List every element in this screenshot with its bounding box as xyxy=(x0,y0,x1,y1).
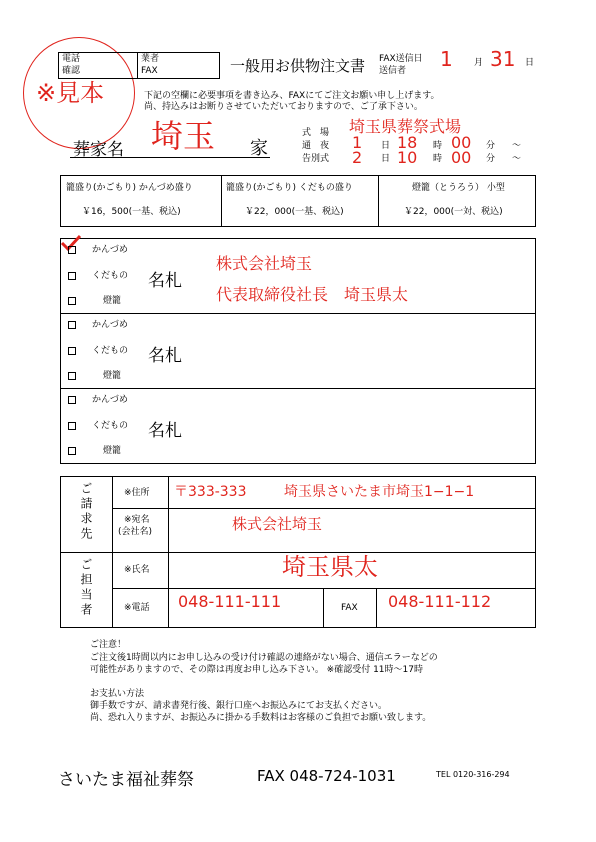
wake-hour-unit: 時 xyxy=(433,141,443,151)
footer-tel: TEL 0120-316-294 xyxy=(436,770,510,779)
order-1-lantern-checkbox[interactable] xyxy=(68,297,76,305)
order-2-nameplate-label: 名札 xyxy=(148,346,182,366)
order-2-lantern-checkbox[interactable] xyxy=(68,372,76,380)
contact-name: 埼玉県太 xyxy=(282,553,378,581)
funeral-minute-unit: 分 xyxy=(486,154,496,164)
wake-tilde: ～ xyxy=(512,141,522,151)
order-1-canned-checkbox[interactable] xyxy=(68,246,76,254)
contact-phone: 048-111-111 xyxy=(178,592,282,611)
month-value: 1 xyxy=(440,47,453,71)
sample-stamp-label: ※見本 xyxy=(36,79,105,107)
product-price-1: ￥16，500(一基、税込) xyxy=(82,207,181,217)
wake-minute: 00 xyxy=(451,133,472,152)
day-value: 31 xyxy=(490,47,516,71)
order-2-fruit-checkbox[interactable] xyxy=(68,347,76,355)
instruction-line-2: 尚、持込みはお断りさせていただいておりますので、ご了承下さい。 xyxy=(144,102,423,112)
product-price-2: ￥22，000(一基、税込) xyxy=(245,207,344,217)
product-name-2: 籠盛り(かごもり) くだもの盛り xyxy=(226,183,353,193)
order-1-option-fruit: くだもの xyxy=(92,271,129,281)
billing-address: 埼玉県さいたま市埼玉1−1−1 xyxy=(284,484,475,500)
notes-line-1: ご注文後1時間以内にお申し込みの受け付け確認の連絡がない場合、通信エラーなどの xyxy=(90,653,438,663)
order-3-option-lantern: 燈籠 xyxy=(103,446,122,456)
payment-line-2: 尚、恐れ入りますが、お振込みに掛かる手数料はお客様のご負担でお願い致します。 xyxy=(90,713,432,723)
contact-fax: 048-111-112 xyxy=(388,592,492,611)
vendor-fax-label: FAX xyxy=(141,66,158,76)
product-name-3: 燈籠（とうろう） 小型 xyxy=(412,183,505,193)
order-1-nameplate-label: 名札 xyxy=(148,271,182,291)
wake-label: 通 夜 xyxy=(302,141,330,151)
payment-heading: お支払い方法 xyxy=(90,689,145,699)
vendor-label: 業者 xyxy=(141,54,160,64)
billing-recipient: 株式会社埼玉 xyxy=(232,515,323,533)
funeral-hour: 10 xyxy=(397,148,418,167)
order-2-option-lantern: 燈籠 xyxy=(103,371,122,381)
confirm-label: 確認 xyxy=(62,66,81,76)
order-2-option-fruit: くだもの xyxy=(92,346,129,356)
billing-address-label: ※住所 xyxy=(124,488,150,498)
product-price-3: ￥22，000(一対、税込) xyxy=(404,207,503,217)
funeral-hour-unit: 時 xyxy=(433,154,443,164)
contact-phone-label: ※電話 xyxy=(124,603,150,613)
order-3-canned-checkbox[interactable] xyxy=(68,396,76,404)
wake-day-unit: 日 xyxy=(381,141,391,151)
month-label: 月 xyxy=(474,58,484,68)
order-1-nameplate-line-1: 株式会社埼玉 xyxy=(216,254,313,273)
fax-sent-label: FAX送信日 xyxy=(379,54,423,64)
wake-day: 1 xyxy=(352,133,363,152)
order-1-fruit-checkbox[interactable] xyxy=(68,272,76,280)
order-3-option-canned: かんづめ xyxy=(92,395,128,405)
page-title: 一般用お供物注文書 xyxy=(230,57,366,75)
billing-recipient-label: ※宛名 xyxy=(124,515,150,525)
header-contact-box xyxy=(58,52,220,79)
phone-label: 電話 xyxy=(62,54,81,64)
order-1-option-lantern: 燈籠 xyxy=(103,296,122,306)
order-2-canned-checkbox[interactable] xyxy=(68,321,76,329)
footer-fax: FAX 048-724-1031 xyxy=(257,767,396,785)
wake-minute-unit: 分 xyxy=(486,141,496,151)
order-1-option-canned: かんづめ xyxy=(92,245,128,255)
family-underline xyxy=(70,157,270,158)
contact-fax-label: FAX xyxy=(341,603,358,613)
order-1-nameplate-line-2: 代表取締役社長 埼玉県太 xyxy=(216,285,409,304)
funeral-day: 2 xyxy=(352,148,363,167)
family-label: 葬家名 xyxy=(73,140,124,160)
notes-line-2: 可能性がありますので、その際は再度お申し込み下さい。 ※確認受付 11時〜17時 xyxy=(90,665,423,675)
wake-hour: 18 xyxy=(397,133,418,152)
funeral-label: 告別式 xyxy=(302,154,330,164)
contact-name-label: ※氏名 xyxy=(124,565,150,575)
family-name: 埼玉 xyxy=(151,117,216,155)
billing-section-label: ご請求先 xyxy=(79,482,93,542)
order-2-option-canned: かんづめ xyxy=(92,320,128,330)
funeral-tilde: ～ xyxy=(512,154,522,164)
venue-label: 式 場 xyxy=(302,128,330,138)
notes-heading: ご注意！ xyxy=(90,640,127,650)
order-3-fruit-checkbox[interactable] xyxy=(68,422,76,430)
day-label: 日 xyxy=(525,58,535,68)
venue-name: 埼玉県葬祭式場 xyxy=(349,117,462,136)
order-3-nameplate-label: 名札 xyxy=(148,421,182,441)
instruction-line-1: 下記の空欄に必要事項を書き込み、FAXにてご注文お願い申し上げます。 xyxy=(144,91,440,101)
funeral-minute: 00 xyxy=(451,148,472,167)
billing-postal: 〒333-333 xyxy=(174,484,247,500)
family-suffix: 家 xyxy=(250,138,268,159)
product-name-1: 籠盛り(かごもり) かんづめ盛り xyxy=(66,183,193,193)
contact-section-label: ご担当者 xyxy=(79,558,93,618)
payment-line-1: 御手数ですが、請求書発行後、銀行口座へお振込みにてお支払ください。 xyxy=(90,701,388,711)
sender-label: 送信者 xyxy=(379,66,407,76)
billing-recipient-label-company: (会社名) xyxy=(118,527,153,537)
order-3-option-fruit: くだもの xyxy=(92,421,129,431)
footer-company: さいたま福祉葬祭 xyxy=(58,770,194,790)
order-3-lantern-checkbox[interactable] xyxy=(68,447,76,455)
funeral-day-unit: 日 xyxy=(381,154,391,164)
